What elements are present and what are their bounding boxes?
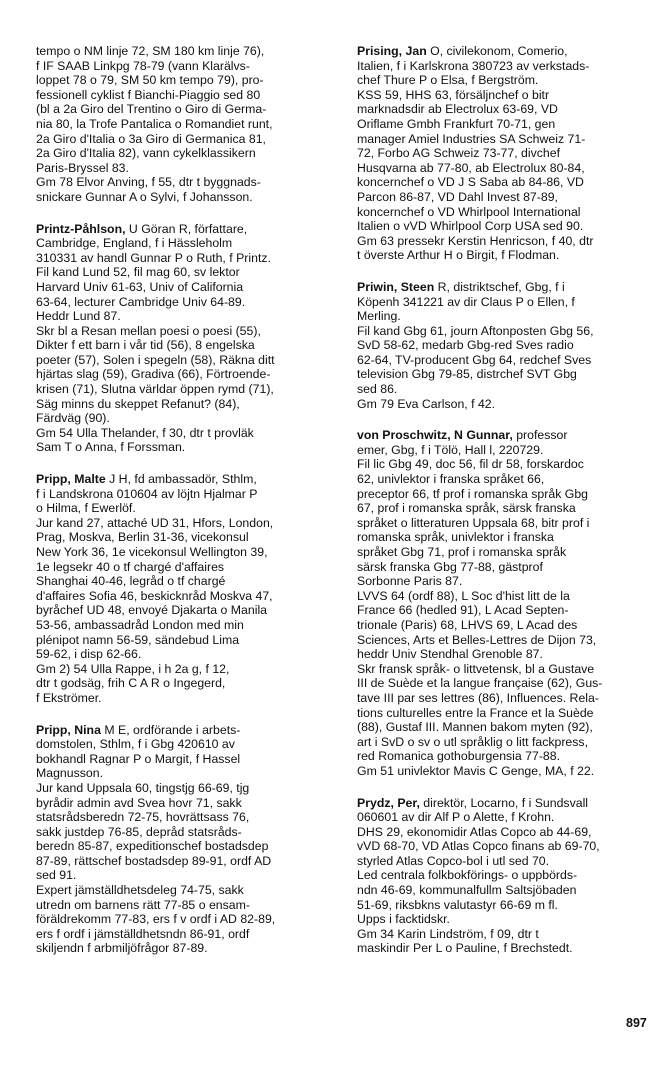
entry-line: 53-56, ambassadråd London med min: [36, 617, 244, 632]
entry-line: Dikter f ett barn i vår tid (56), 8 engelska: [36, 338, 255, 353]
entry-line: Fil kand Gbg 61, journ Aftonposten Gbg 56,: [357, 323, 594, 338]
page-number: 897: [626, 1016, 647, 1030]
entry-text: J H, fd ambassadör, Sthlm,: [105, 472, 257, 487]
entry-line: Sorbonne Paris 87.: [357, 574, 463, 589]
entry-name: Prydz, Per,: [357, 795, 420, 810]
entry-line: Led centrala folkbokförings- o uppbörds-: [357, 868, 578, 883]
entry-line: språket o litteraturen Uppsala 68, bitr prof i: [357, 515, 590, 530]
entry-line: Jur kand Uppsala 60, tingstjg 66-69, tjg: [36, 780, 250, 795]
entry-line: Prag, Moskva, Berlin 31-36, vicekonsul: [36, 530, 249, 545]
entry-line: 72, Forbo AG Schweiz 73-77, divchef: [357, 146, 561, 161]
entry-text: direktör, Locarno, f i Sundsvall: [419, 795, 589, 810]
entry-line: Gm 51 univlektor Mavis C Genge, MA, f 22.: [357, 763, 595, 778]
entry-line: Italien o vVD Whirlpool Corp USA sed 90.: [357, 219, 584, 234]
entry-line: hjärtas slag (59), Gradiva (66), Förtroende-: [36, 367, 271, 382]
entry-line: Merling.: [357, 309, 401, 324]
entry-line: (bl a 2a Giro del Trentino o Giro di Germa-: [36, 102, 267, 117]
entry-text: professor: [512, 428, 568, 443]
biography-entry: [357, 44, 647, 263]
entry-line: [357, 44, 647, 59]
entry-line: Magnusson.: [36, 766, 103, 781]
entry-line: 2a Giro d'Italia 82), vann cykelklassikern: [36, 146, 256, 161]
entry-line: 060601 av dir Alf P o Alette, f Krohn.: [357, 810, 555, 825]
biography-entry: [357, 796, 647, 957]
entry-line: SvD 58-62, medarb Gbg-red Sves radio: [357, 338, 574, 353]
entry-line: KSS 59, HHS 63, försäljnchef o bitr: [357, 87, 550, 102]
entry-line: poeter (57), Solen i spegeln (58), Räkna ditt: [36, 352, 275, 367]
entry-line: 63-64, lecturer Cambridge Univ 64-89.: [36, 294, 246, 309]
entry-line: loppet 78 o 79, SM 50 km tempo 79), pro-: [36, 73, 264, 88]
entry-line: dtr t godsäg, frih C A R o Ingegerd,: [36, 676, 226, 691]
biography-entry: [36, 472, 326, 706]
entry-text: M E, ordförande i arbets-: [100, 722, 241, 737]
entry-line: språket Gbg 71, prof i romanska språk: [357, 545, 567, 559]
entry-line: LVVS 64 (ordf 88), L Soc d'hist litt de la: [357, 588, 570, 603]
biography-entry: [357, 428, 647, 778]
entry-line: 87-89, rättschef bostadsdep 89-91, ordf AD: [36, 853, 272, 868]
entry-line: chef Thure P o Elsa, f Bergström.: [357, 73, 539, 88]
entry-line: art i SvD o sv o utl språklig o litt fackpress,: [357, 734, 588, 749]
entry-line: [36, 723, 326, 738]
entry-line: koncernchef o VD J S Saba ab 84-86, VD: [357, 175, 584, 190]
entry-line: Upps i facktidskr.: [357, 912, 450, 927]
entry-line: Fil lic Gbg 49, doc 56, fil dr 58, forskardoc: [357, 457, 584, 472]
entry-line: 2a Giro d'Italia o 3a Giro di Germanica 81,: [36, 131, 266, 146]
entry-line: krisen (71), Slutna världar öppen rymd (71),: [36, 382, 274, 397]
entry-line: [36, 222, 326, 237]
entry-line: Italien, f i Karlskrona 380723 av verkstads-: [357, 58, 590, 73]
entry-line: (88), Gustaf III. Mannen bakom myten (92),: [357, 720, 593, 735]
entry-line: 51-69, riksbkns valutastyr 66-69 m fl.: [357, 897, 558, 912]
entry-line: Gm 2) 54 Ulla Rappe, i h 2a g, f 12,: [36, 661, 230, 676]
entry-line: snickare Gunnar A o Sylvi, f Johansson.: [36, 189, 253, 204]
entry-line: manager Amiel Industries SA Schweiz 71-: [357, 131, 586, 146]
entry-line: skiljendn f arbmiljöfrågor 87-89.: [36, 941, 208, 956]
entry-line: ers f ordf i jämställdhetsndn 86-91, ordf: [36, 926, 250, 941]
entry-line: beredn 85-87, expeditionschef bostadsdep: [36, 839, 269, 854]
entry-line: styrled Atlas Copco-bol i utl sed 70.: [357, 853, 550, 868]
entry-line: domstolen, Sthlm, f i Gbg 420610 av: [36, 737, 235, 752]
entry-line: Gm 54 Ulla Thelander, f 30, dtr t provläk: [36, 425, 254, 440]
entry-line: f i Landskrona 010604 av löjtn Hjalmar P: [36, 486, 258, 501]
entry-line: 310331 av handl Gunnar P o Ruth, f Printz.: [36, 250, 271, 265]
entry-line: Färdväg (90).: [36, 411, 110, 426]
biography-entry: [357, 280, 647, 411]
entry-line: ndn 46-69, kommunalfullm Saltsjöbaden: [357, 883, 577, 898]
entry-line: France 66 (hedled 91), L Acad Septen-: [357, 603, 569, 618]
entry-line: DHS 29, ekonomidir Atlas Copco ab 44-69,: [357, 824, 592, 839]
entry-line: koncernchef o VD Whirlpool International: [357, 204, 581, 219]
entry-line: nia 80, la Trofe Pantalica o Romandiet runt,: [36, 116, 273, 131]
entry-line: Gm 63 pressekr Kerstin Henricson, f 40, dtr: [357, 233, 594, 248]
entry-line: t överste Arthur H o Birgit, f Flodman.: [357, 248, 560, 263]
biography-entry: [36, 44, 326, 205]
entry-text: R, distriktschef, Gbg, f i: [434, 279, 565, 294]
entry-line: Skr bl a Resan mellan poesi o poesi (55),: [36, 323, 261, 338]
entry-line: Parcon 86-87, VD Dahl Invest 87-89,: [357, 189, 558, 204]
entry-name: Pripp, Malte: [36, 472, 106, 487]
entry-line: f IF SAAB Linkpg 78-79 (vann Klarälvs-: [36, 58, 250, 73]
entry-text: U Göran R, författare,: [125, 221, 248, 236]
entry-line: Skr fransk språk- o littvetensk, bl a Gustave: [357, 661, 595, 676]
entry-line: Expert jämställdhetsdeleg 74-75, sakk: [36, 883, 244, 898]
entry-line: Säg minns du skeppet Refanut? (84),: [36, 396, 240, 411]
entry-name: Priwin, Steen: [357, 279, 435, 294]
entry-line: 1e legsekr 40 o tf chargé d'affaires: [36, 559, 225, 574]
entry-line: sakk justdep 76-85, depråd statsråds-: [36, 824, 242, 839]
entry-line: sed 86.: [357, 382, 398, 397]
right-column: [357, 44, 647, 973]
entry-name: Prising, Jan: [357, 44, 427, 58]
entry-line: maskindir Per L o Pauline, f Brechstedt.: [357, 941, 573, 956]
entry-line: Gm 79 Eva Carlson, f 42.: [357, 396, 496, 411]
entry-line: [36, 472, 326, 487]
left-column: [36, 44, 326, 973]
entry-line: o Hilma, f Ewerlöf.: [36, 501, 136, 516]
entry-line: television Gbg 79-85, distrchef SVT Gbg: [357, 367, 577, 382]
entry-line: heddr Univ Stendhal Grenoble 87.: [357, 647, 543, 662]
entry-line: 59-62, i disp 62-66.: [36, 647, 142, 662]
entry-line: Sam T o Anna, f Forssman.: [36, 440, 186, 455]
entry-line: Oriflame Gmbh Frankfurt 70-71, gen: [357, 116, 556, 131]
entry-text: O, civilekonom, Comerio,: [426, 44, 568, 58]
entry-line: trionale (Paris) 68, LHVS 69, L Acad des: [357, 617, 578, 632]
entry-line: [357, 428, 647, 443]
entry-line: sed 91.: [36, 868, 77, 883]
entry-name: Printz-Påhlson,: [36, 221, 126, 236]
entry-line: Gm 78 Elvor Anving, f 55, dtr t byggnads-: [36, 175, 261, 190]
biography-entry: [36, 222, 326, 456]
entry-line: Harvard Univ 61-63, Univ of California: [36, 279, 244, 294]
entry-line: vVD 68-70, VD Atlas Copco finans ab 69-70,: [357, 839, 600, 854]
entry-line: [357, 280, 647, 295]
entry-line: utredn om barnens rätt 77-85 o ensam-: [36, 897, 250, 912]
entry-line: byrådir admin avd Svea hovr 71, sakk: [36, 795, 242, 810]
entry-line: Fil kand Lund 52, fil mag 60, sv lektor: [36, 265, 240, 280]
entry-line: preceptor 66, tf prof i romanska språk Gbg: [357, 486, 589, 501]
entry-line: tempo o NM linje 72, SM 180 km linje 76),: [36, 44, 265, 58]
biography-entry: [36, 723, 326, 957]
entry-line: 67, prof i romanska språk, särsk franska: [357, 501, 576, 516]
entry-line: bokhandl Ragnar P o Margit, f Hassel: [36, 751, 241, 766]
entry-name: Pripp, Nina: [36, 722, 101, 737]
entry-line: [357, 796, 647, 811]
entry-line: Köpenh 341221 av dir Claus P o Ellen, f: [357, 294, 575, 309]
entry-line: fessionell cyklist f Bianchi-Piaggio sed 80: [36, 87, 261, 102]
entry-line: tave III par ses lettres (86), Influences. Rela-: [357, 690, 599, 705]
entry-line: statsrådsberedn 72-75, hovrättsass 76,: [36, 810, 250, 825]
entry-line: Shanghai 40-46, legråd o tf chargé: [36, 574, 226, 589]
entry-line: f Ekströmer.: [36, 690, 102, 705]
entry-line: Paris-Bryssel 83.: [36, 160, 129, 175]
entry-line: Jur kand 27, attaché UD 31, Hfors, London,: [36, 515, 274, 530]
entry-line: III de Suède et la langue française (62), Gus-: [357, 676, 603, 691]
entry-line: emer, Gbg, f i Tölö, Hall l, 220729.: [357, 442, 544, 457]
entry-line: red Romanica gothoburgensia 77-88.: [357, 749, 561, 764]
entry-line: Gm 34 Karin Lindström, f 09, dtr t: [357, 926, 539, 941]
entry-line: Cambridge, England, f i Hässleholm: [36, 236, 233, 251]
entry-line: tions culturelles entre la France et la Suède: [357, 705, 594, 720]
entry-line: marknadsdir ab Electrolux 63-69, VD: [357, 102, 558, 117]
entry-line: romanska språk, univlektor i franska: [357, 530, 554, 545]
entry-line: plénipot namn 56-59, sändebud Lima: [36, 632, 240, 647]
entry-line: d'affaires Sofia 46, beskicknråd Moskva 47,: [36, 588, 273, 603]
entry-line: New York 36, 1e vicekonsul Wellington 39,: [36, 545, 268, 559]
entry-name: von Proschwitz, N Gunnar,: [357, 428, 513, 443]
entry-line: föräldrekomm 77-83, ers f v ordf i AD 82-89,: [36, 912, 276, 927]
entry-line: 62-64, TV-producent Gbg 64, redchef Sves: [357, 352, 592, 367]
entry-line: 62, univlektor i franska språket 66,: [357, 472, 545, 487]
entry-line: särsk franska Gbg 77-88, gästprof: [357, 559, 543, 574]
entry-line: Husqvarna ab 77-80, ab Electrolux 80-84,: [357, 160, 585, 175]
entry-line: byråchef UD 48, envoyé Djakarta o Manila: [36, 603, 268, 618]
entry-line: Sciences, Arts et Belles-Lettres de Dijon 73,: [357, 632, 597, 647]
entry-line: Heddr Lund 87.: [36, 309, 121, 324]
